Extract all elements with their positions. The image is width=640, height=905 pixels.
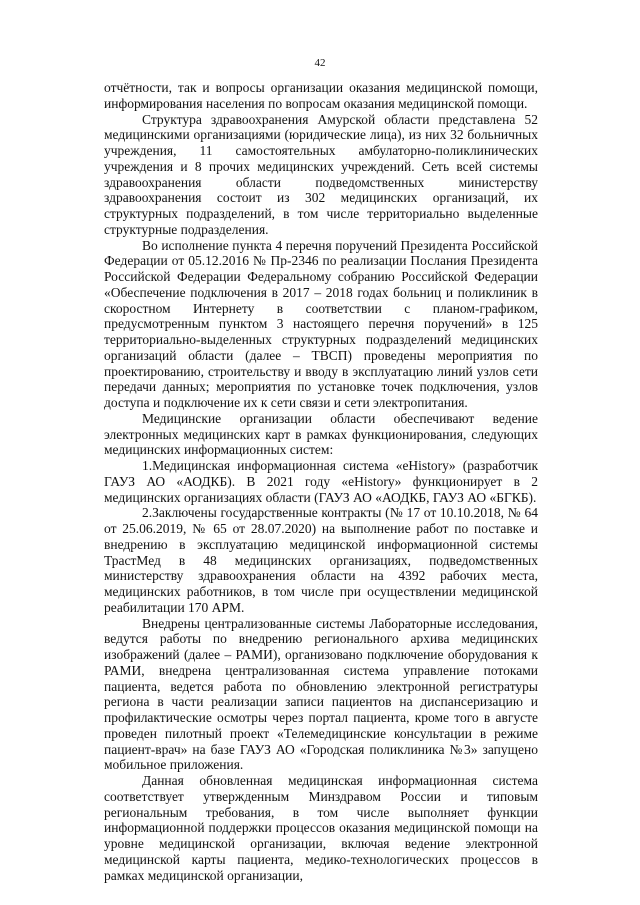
- paragraph-presidential-order: Во исполнение пункта 4 перечня поручений Президента Российской Федерации от 05.12.2016 № Пр-2346 по реализации Послания Президента Российской Федерации Федеральному собранию Российской Федерации «Обеспечение подключения в 2017 – 2018 годах больниц и поликлиник в скоростном Интернету в соответствии с планом-графиком, предусмотренным пунктом 3 настоящего перечня поручений» в 125 территориально-выделенных структурных подразделений медицинских организаций области (далее – ТВСП) проведены мероприятия по проектированию, строительству и вводу в эксплуатацию линий узлов сети передачи данных; мероприятия по установке точек подключения, узлов доступа и подключение их к сети связи и сети электропитания.: [104, 237, 538, 410]
- page-body: [104, 80, 538, 883]
- list-item-trastmed: 2.Заключены государственные контракты (№ 17 от 10.10.2018, № 64 от 25.06.2019, № 65 от 28.07.2020) на выполнение работ по поставке и внедрению в эксплуатацию медицинской информационной системы ТрастМед в 48 медицинских организациях, подведомственных министерству здравоохранения области на 4392 рабочих места, медицинских работников, в том числе при осуществлении медицинской реабилитации 170 АРМ.: [104, 505, 538, 615]
- paragraph-centralized-systems: Внедрены централизованные системы Лабораторные исследования, ведутся работы по внедрению регионального архива медицинских изображений (далее – РАМИ), организовано подключение оборудования к РАМИ, внедрена централизованная система управление потоками пациента, ведется работа по обновлению электронной регистратуры региона в части реализации записи пациентов на диспансеризацию и профилактические осмотры через портал пациента, кроме того в августе проведен пилотный проект «Телемедицинские консультации в режиме пациент-врач» на базе ГАУЗ АО «Городская поликлиника №3» запущено мобильное приложения.: [104, 615, 538, 773]
- paragraph-updated-mis: Данная обновленная медицинская информационная система соответствует утвержденным Минздравом России и типовым региональным требования, в том числе выполняет функции информационной поддержки процессов оказания медицинской помощи на уровне медицинской организации, включая ведение электронной медицинской карты пациента, медико-технологических процессов в рамках медицинской организации,: [104, 773, 538, 883]
- paragraph-continuation: отчётности, так и вопросы организации оказания медицинской помощи, информирования населения по вопросам оказания медицинской помощи.: [104, 80, 538, 111]
- page-number: 42: [314, 57, 326, 69]
- list-item-ehistory: 1.Медицинская информационная система «eHistory» (разработчик ГАУЗ АО «АОДКБ). В 2021 году «eHistory» функционирует в 2 медицинских организациях области (ГАУЗ АО «АОДКБ, ГАУЗ АО «БГКБ).: [104, 458, 538, 505]
- paragraph-healthcare-structure: Структура здравоохранения Амурской области представлена 52 медицинскими организациями (юридические лица), из них 32 больничных учреждения, 11 самостоятельных амбулаторно-поликлинических учреждения и 8 прочих медицинских учреждений. Сеть всей системы здравоохранения области подведомственных министерству здравоохранения состоит из 302 медицинских организаций, их структурных подразделений, в том числе территориально выделенные структурные подразделения.: [104, 111, 538, 237]
- paragraph-emr-intro: Медицинские организации области обеспечивают ведение электронных медицинских карт в рамках функционирования, следующих медицинских информационных систем:: [104, 410, 538, 458]
